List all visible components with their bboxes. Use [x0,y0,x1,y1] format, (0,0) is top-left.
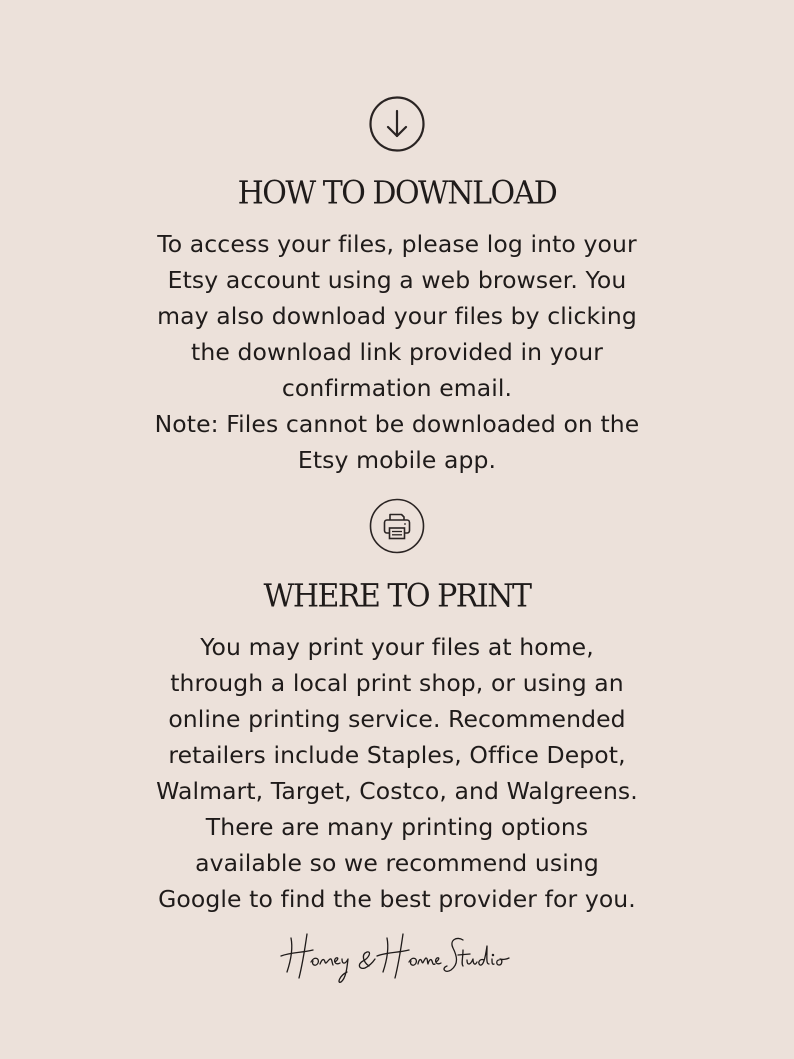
download-line: To access your files, please log into your [157,230,637,258]
print-line: through a local print shop, or using an [170,669,624,697]
print-line: Walmart, Target, Costco, and Walgreens. [156,777,638,805]
print-line: available so we recommend using [195,849,599,877]
download-line: the download link provided in your [191,338,603,366]
print-heading: WHERE TO PRINT [263,578,531,615]
download-line: may also download your files by clicking [157,302,637,330]
print-line: online printing service. Recommended [168,705,626,733]
print-line: Google to find the best provider for you. [158,885,636,913]
download-line: Etsy mobile app. [297,446,497,474]
download-heading: HOW TO DOWNLOAD [237,175,557,212]
print-line: There are many printing options [205,813,589,841]
download-line: Note: Files cannot be downloaded on the [154,410,640,438]
studio-signature-logo [0,926,794,988]
download-arrow-icon [369,96,425,152]
signature-script-graphic [277,926,517,988]
print-line: You may print your files at home, [200,633,594,661]
download-line: confirmation email. [281,374,513,402]
print-instructions [97,629,697,917]
download-instructions [97,226,697,478]
printer-icon [369,498,425,554]
print-line: retailers include Staples, Office Depot, [168,741,626,769]
download-line: Etsy account using a web browser. You [167,266,627,294]
